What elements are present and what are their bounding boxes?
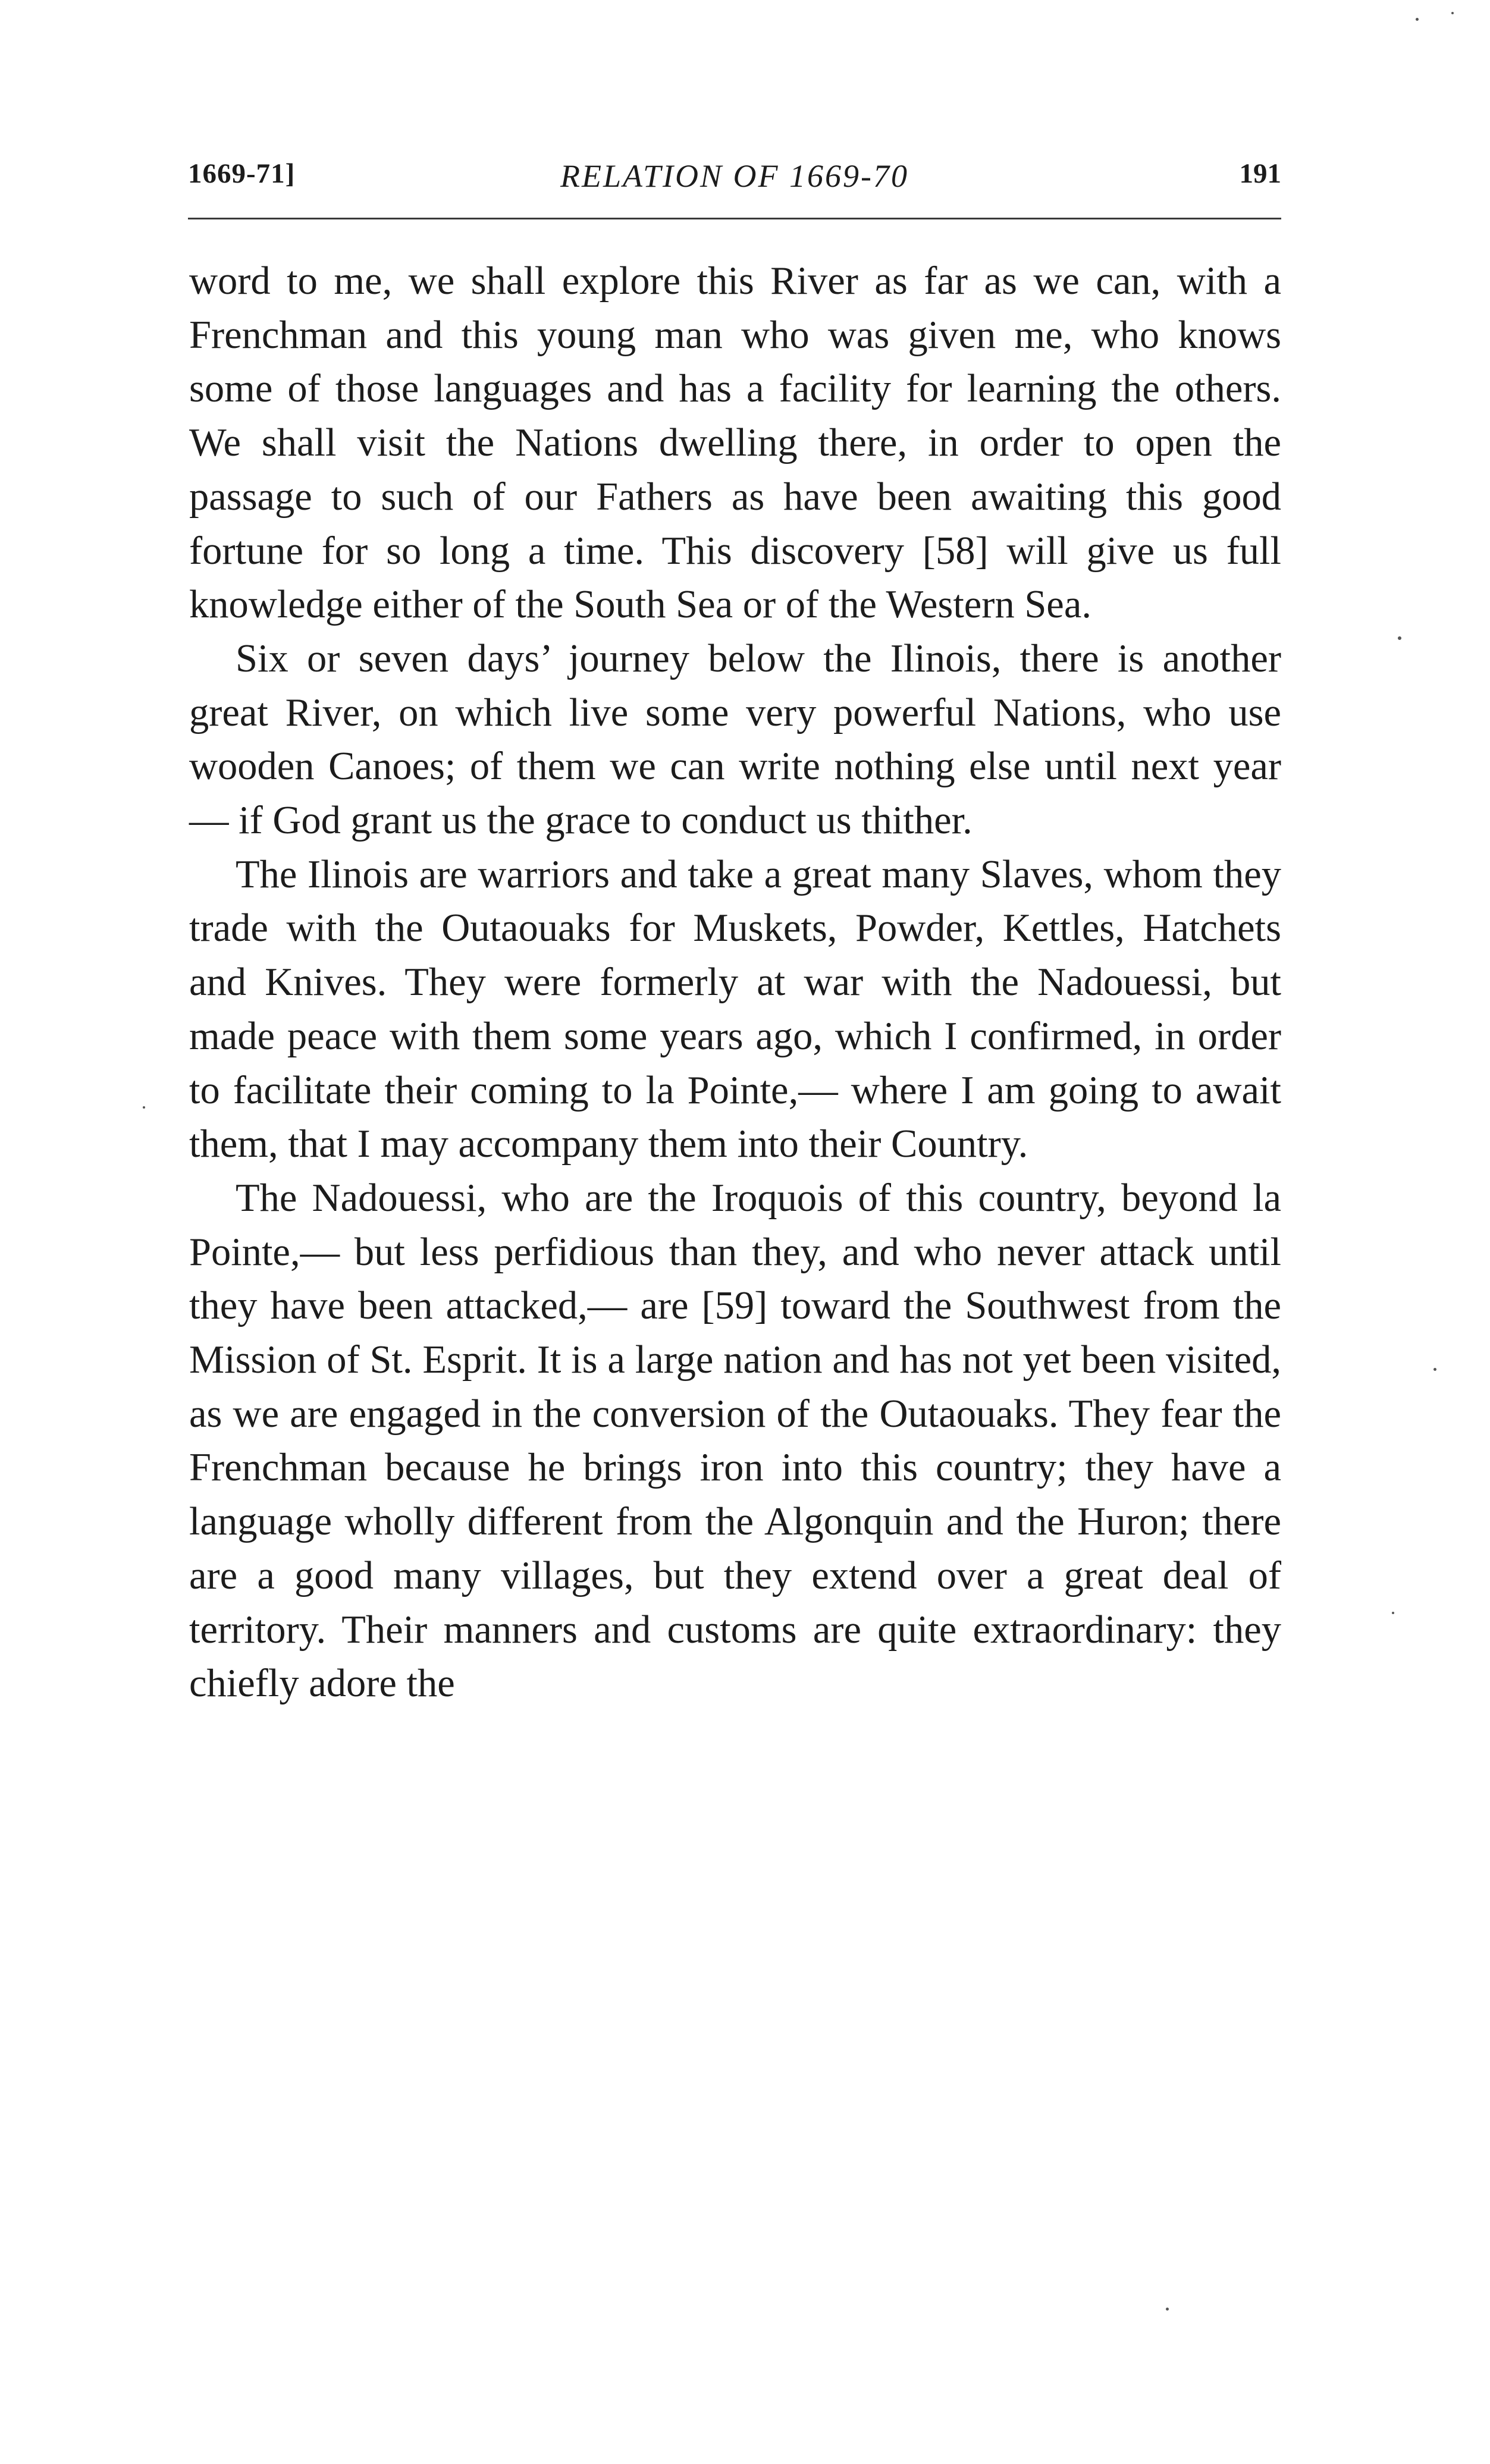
header-rule: [188, 218, 1281, 219]
header-title: RELATION OF 1669-70: [560, 158, 909, 194]
scan-speck: [1451, 12, 1454, 14]
paragraph-great-river: Six or seven days’ journey below the Ilinois, there is another great River, on which live some very powerful Nations, who use wooden Canoes; of them we can write nothing else until next year — if God grant us the grace to conduct us thither.: [189, 636, 1281, 843]
running-header: [188, 158, 1281, 205]
paragraph-nadouessi: The Nadouessi, who are the Iroquois of this country, beyond la Pointe,— but less perfidious than they, and who never attack until they have been attacked,— are [59] toward the Southwest from the Mission of St. Esprit. It is a large nation and has not yet been visited, as we are engaged in the conversion of the Outaouaks. They fear the Frenchman because he brings iron into this country; they have a language wholly different from the Algonquin and the Huron; there are a good many villages, but they extend over a great deal of territory. Their manners and customs are quite extraordinary: they chiefly adore the: [189, 1176, 1281, 1706]
body-text: [189, 255, 1281, 1711]
scan-speck: [1166, 2308, 1169, 2311]
page-number: 191: [1239, 158, 1281, 189]
paragraph-ilinois: The Ilinois are warriors and take a great many Slaves, whom they trade with the Outaouaks for Muskets, Powder, Kettles, Hatchets and Knives. They were formerly at war with the Nadouessi, but made peace with them some years ago, which I confirmed, in order to facilitate their coming to la Pointe,— where I am going to await them, that I may accompany them into their Country.: [189, 852, 1281, 1166]
scan-speck: [143, 1106, 145, 1109]
scan-speck: [1416, 18, 1419, 21]
scan-speck: [1433, 1368, 1436, 1371]
paragraph-continuation: word to me, we shall explore this River as far as we can, with a Frenchman and this young man who was given me, who knows some of those languages and has a facility for learning the others. We shall visit the Nations dwelling there, in order to open the passage to such of our Fathers as have been awaiting this good fortune for so long a time. This discovery [58] will give us full knowledge either of the South Sea or of the Western Sea.: [189, 259, 1281, 627]
header-year-range: 1669-71]: [188, 158, 296, 189]
scan-speck: [1398, 636, 1401, 640]
scan-speck: [1392, 1612, 1394, 1614]
